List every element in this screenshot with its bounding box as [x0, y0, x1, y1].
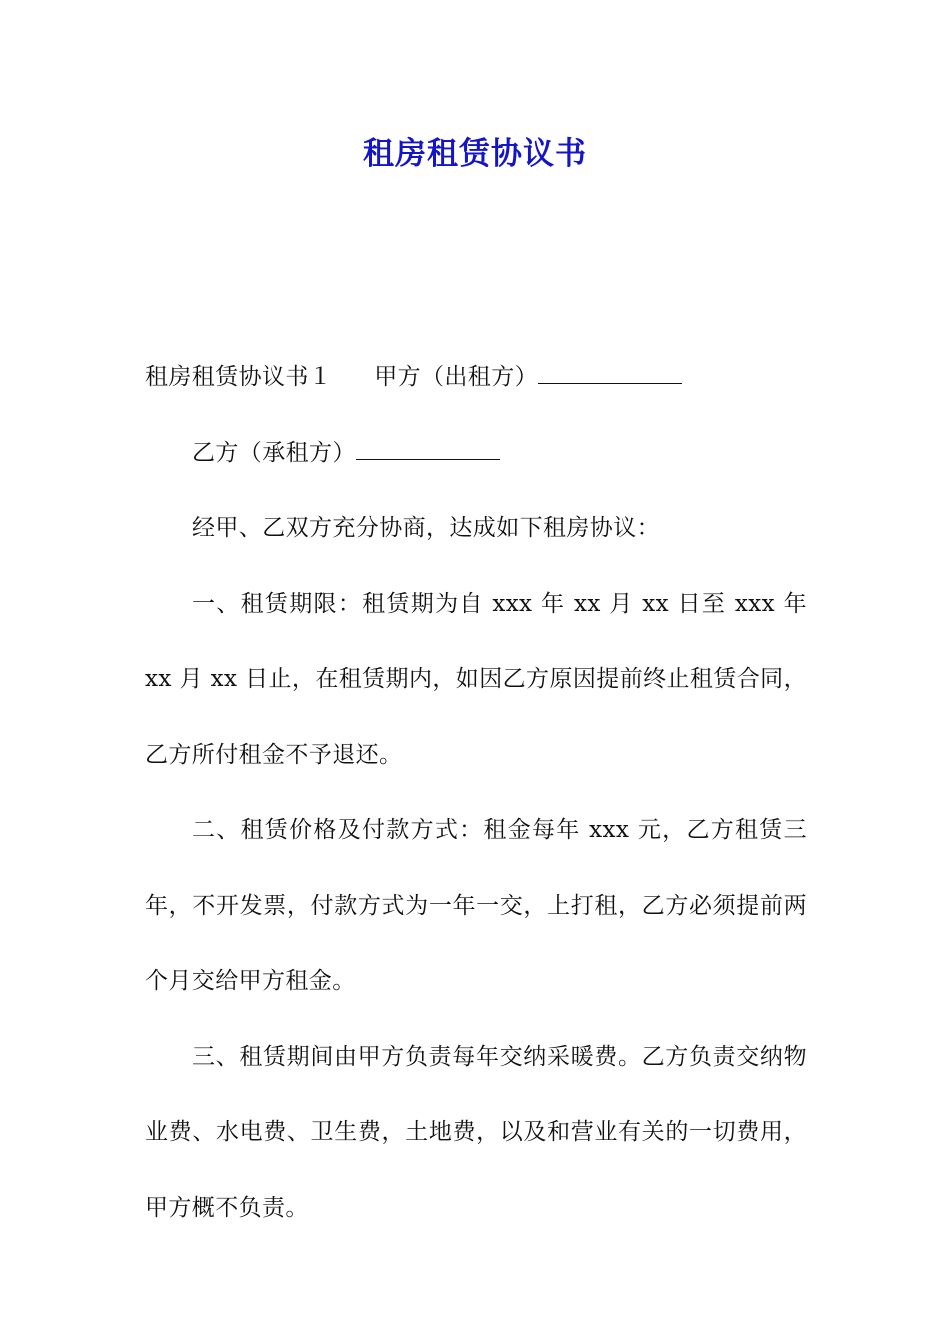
party-b-blank	[356, 439, 500, 460]
party-b-label: 乙方（承租方）	[192, 439, 356, 466]
document-title: 租房租赁协议书	[363, 136, 587, 172]
party-a-line	[145, 340, 807, 416]
paragraph-intro: 经甲、乙双方充分协商，达成如下租房协议：	[192, 515, 660, 541]
party-a-label: 甲方（出租方）	[374, 364, 539, 390]
paragraph-lease-term: 一、租赁期限：租赁期为自 xxx 年 xx 月 xx 日至 xxx 年 xx 月 xx 日止，在租赁期内，如因乙方原因提前终止租赁合同，乙方所付租金不予退还。	[145, 590, 807, 768]
party-b-line	[145, 416, 807, 492]
paragraph-rent-payment: 二、租赁价格及付款方式：租金每年 xxx 元，乙方租赁三年，不开发票，付款方式为一年一交，上打租，乙方必须提前两个月交给甲方租金。	[145, 817, 807, 994]
paragraph-fees: 三、租赁期间由甲方负责每年交纳采暖费。乙方负责交纳物业费、水电费、卫生费，土地费，以及和营业有关的一切费用，甲方概不负责。	[145, 1043, 807, 1221]
document-body	[145, 340, 807, 1246]
party-a-blank	[538, 363, 682, 384]
document-label: 租房租赁协议书１	[145, 364, 333, 390]
